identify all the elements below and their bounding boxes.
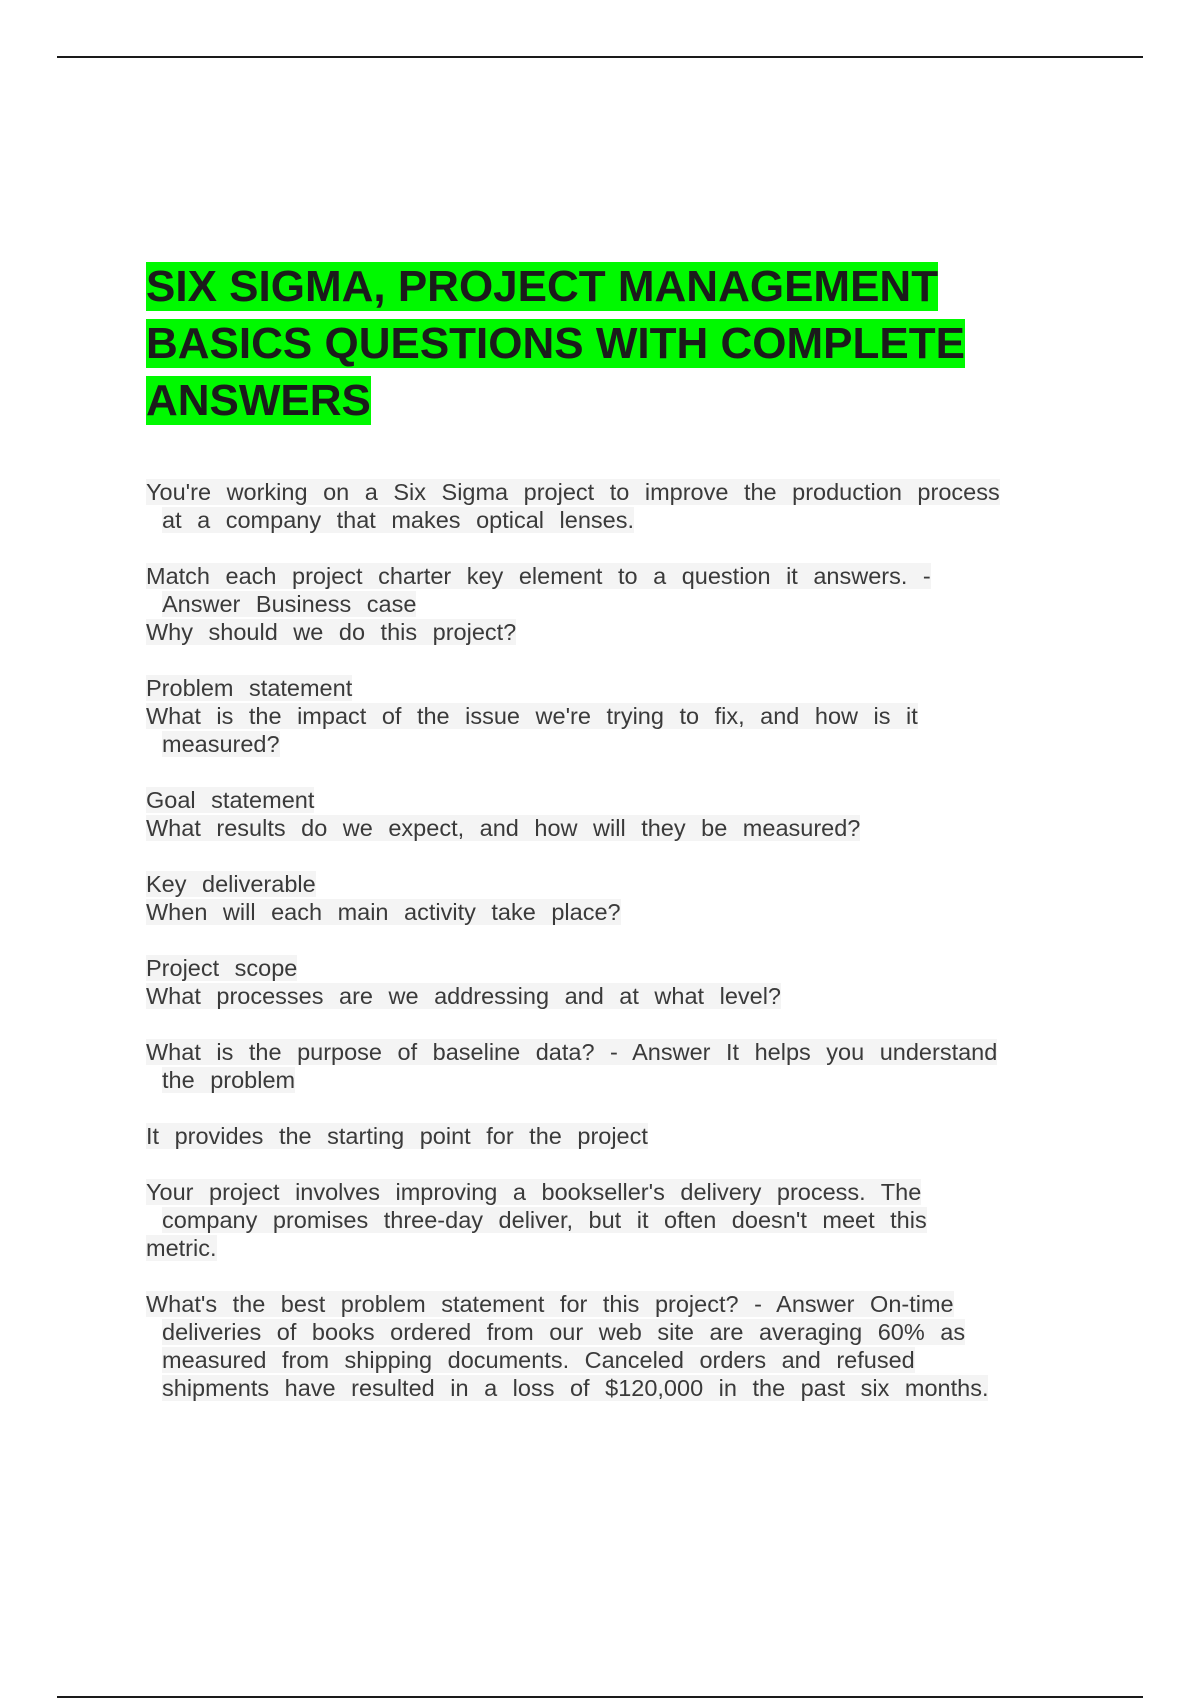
text-line: Match each project charter key element to a question it answers. -: [146, 563, 931, 589]
text-line: It provides the starting point for the project: [146, 1123, 648, 1149]
text-line: Answer Business case: [162, 591, 417, 617]
text-line: Key deliverable: [146, 871, 316, 897]
paragraph: [146, 562, 1081, 646]
paragraph: [146, 786, 1081, 842]
paragraph: [146, 1122, 1081, 1150]
title-line: BASICS QUESTIONS WITH COMPLETE: [146, 319, 965, 368]
text-line: What processes are we addressing and at what level?: [146, 983, 782, 1009]
text-line: deliveries of books ordered from our web site are averaging 60% as: [162, 1319, 966, 1345]
paragraph: [146, 1178, 1081, 1262]
text-line: shipments have resulted in a loss of $120,000 in the past six months.: [162, 1375, 989, 1401]
title-line: ANSWERS: [146, 376, 371, 425]
text-line: What is the impact of the issue we're trying to fix, and how is it: [146, 703, 918, 729]
text-line: You're working on a Six Sigma project to improve the production process: [146, 479, 1000, 505]
text-line: What is the purpose of baseline data? - Answer It helps you understand: [146, 1039, 998, 1065]
text-line: Goal statement: [146, 787, 315, 813]
paragraph: [146, 478, 1081, 534]
bottom-rule: [57, 1696, 1143, 1698]
paragraph: [146, 674, 1081, 758]
paragraph: [146, 954, 1081, 1010]
text-line: What results do we expect, and how will they be measured?: [146, 815, 861, 841]
document-body: [146, 478, 1081, 1402]
text-line: Why should we do this project?: [146, 619, 517, 645]
text-line: Your project involves improving a bookseller's delivery process. The: [146, 1179, 922, 1205]
text-line: measured from shipping documents. Canceled orders and refused: [162, 1347, 915, 1373]
text-line: company promises three-day deliver, but it often doesn't meet this: [162, 1207, 927, 1233]
text-line: at a company that makes optical lenses.: [162, 507, 634, 533]
title-line: SIX SIGMA, PROJECT MANAGEMENT: [146, 262, 939, 311]
paragraph: [146, 1290, 1081, 1402]
document-content: [146, 258, 1081, 1430]
text-line: What's the best problem statement for this project? - Answer On-time: [146, 1291, 954, 1317]
paragraph: [146, 870, 1081, 926]
paragraph: [146, 1038, 1081, 1094]
text-line: Problem statement: [146, 675, 353, 701]
text-line: measured?: [162, 731, 280, 757]
text-line: the problem: [162, 1067, 296, 1093]
text-line: Project scope: [146, 955, 298, 981]
text-line: When will each main activity take place?: [146, 899, 621, 925]
top-rule: [57, 56, 1143, 58]
document-title: [146, 258, 1081, 429]
text-line: metric.: [146, 1235, 217, 1261]
